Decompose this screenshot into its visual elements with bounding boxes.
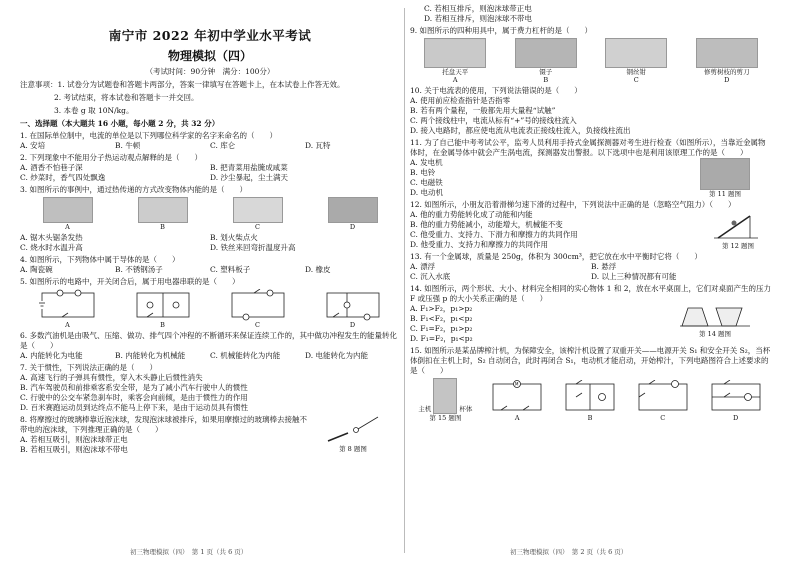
q5-circuit-b: B <box>133 289 193 329</box>
q9-figure-c: 钢丝钳 C <box>605 38 667 84</box>
question-15 <box>410 346 772 422</box>
option: C. 沉入水底 <box>410 272 451 281</box>
question-stem: 10. 关于电流表的使用，下列说法错误的是（ ） <box>410 86 582 95</box>
option: D. 百米赛跑运动员到达终点不能马上停下来，是由于运动员具有惯性 <box>20 403 249 412</box>
page-footer-left: 初三物理模拟（四） 第 1 页（共 6 页） <box>130 548 248 556</box>
option: C. 电磁铁 <box>410 178 443 187</box>
svg-text:M: M <box>515 381 519 387</box>
metal-detector-photo <box>700 158 750 190</box>
option: B. 他的重力势能减小，动能增大，机械能不变 <box>410 220 563 229</box>
option: B. 电铃 <box>410 168 436 177</box>
slide-figure <box>710 210 766 242</box>
question-12 <box>410 200 772 250</box>
q5-circuit-d: D <box>323 289 383 329</box>
balance-photo <box>424 38 486 68</box>
q5-circuit-c: C <box>228 289 288 329</box>
question-stem: 15. 如图所示是某品牌榨汁机，为保障安全，该榨汁机设置了双重开关——电源开关 S₁ 和安全开关 S₂，当杯体倒扣在主机上时，S₂ 自动闭合，此时再闭合 S₁，电动机才能启动，开始榨汁，下列电路图符合上述要求的是（ ） <box>410 346 771 375</box>
option: A. 锯木头锯条发热 <box>20 233 83 242</box>
match-photo <box>138 197 188 223</box>
figure-caption: 第 8 题图 <box>339 445 367 453</box>
glass-rod-figure <box>318 415 388 445</box>
option: A. 陶瓷碗 <box>20 265 53 274</box>
question-stem: 6. 多数汽油机是由吸气、压缩、做功、排气四个冲程的不断循环来保证连续工作的，其中做功冲程发生的能量转化是（ ） <box>20 331 398 350</box>
q15-circuit-b: B <box>562 380 618 422</box>
q15-circuit-c: C <box>635 380 691 422</box>
exam-info: （考试时间：90分钟 满分：100分） <box>145 67 275 76</box>
note-2: 2. 考试结束，将本试卷和答题卡一并交回。 <box>54 93 199 102</box>
option: C. 塑料板子 <box>210 265 251 274</box>
q14-figure: 第 14 题图 <box>680 304 750 344</box>
question-stem: 11. 为了自己能中考考试公平，监考人员利用手持式金属探测器对考生进行检查（如图所示），当靠近金属物体时，在金属导体中就会产生涡电流，探测器发出警报。以下选项中也是利用该原理工作的是（ ） <box>410 138 766 157</box>
option: C. 机械能转化为内能 <box>210 351 281 360</box>
option: C. 炒菜时，香气四处飘逸 <box>20 173 106 182</box>
question-stem: 12. 如图所示，小朋友沿着滑梯匀速下滑的过程中，下列说法中正确的是（忽略空气阻力）（ ） <box>410 200 736 209</box>
q15-figures <box>410 378 772 422</box>
question-stem: 14. 如图所示，两个形状、大小、材料完全相同的实心物体 1 和 2，放在水平桌面上，它们对桌面产生的压力 F 或压强 p 的大小关系正确的是（ ） <box>410 284 772 303</box>
circuit-diagram <box>708 380 764 414</box>
option: C. 若相互排斥，则泡沫球带正电 <box>424 4 532 13</box>
option: B. 若有两个量程，一般都先用大量程“试触” <box>410 106 556 115</box>
q15-circuit-d: D <box>708 380 764 422</box>
option: A. 内能转化为电能 <box>20 351 83 360</box>
option: A. 若相互吸引，则泡沫球带正电 <box>20 435 128 444</box>
option: B. 汽车驾驶员和前排乘客系安全带，是为了减小汽车行驶中人的惯性 <box>20 383 248 392</box>
option: D. 瓦特 <box>305 141 331 150</box>
option: A. 他的重力势能转化成了动能和内能 <box>410 210 533 219</box>
question-stem: 7. 关于惯性，下列说法正确的是（ ） <box>20 363 158 372</box>
left-column <box>20 0 400 561</box>
juicer-figure: 主机 杯体 第 15 题图 <box>418 378 472 422</box>
circuit-diagram <box>489 380 545 414</box>
circuit-diagram <box>323 289 383 321</box>
option: D. 橡皮 <box>305 265 331 274</box>
option: D. 以上三种情况都有可能 <box>591 272 677 281</box>
juicer-photo <box>433 378 457 414</box>
circuit-diagram <box>133 289 193 321</box>
question-stem: 2. 下列现象中不能用分子热运动观点解释的是（ ） <box>20 153 203 162</box>
option: D. 若相互排斥，则泡沫球不带电 <box>424 14 533 23</box>
option: D. 接入电路时，都应使电流从电流表正接线柱流入，负接线柱流出 <box>410 126 631 135</box>
question-1 <box>20 131 400 151</box>
question-2 <box>20 153 400 183</box>
question-stem: 9. 如图所示的四种用具中，属于费力杠杆的是（ ） <box>410 26 593 35</box>
question-8 <box>20 415 400 455</box>
right-column <box>410 0 772 561</box>
option: C. 他受重力、支持力、下滑力和摩擦力的共同作用 <box>410 230 578 239</box>
option: C. 行驶中的公交车紧急刹车时，乘客会向前倾，是由于惯性力的作用 <box>20 393 248 402</box>
option: C. 烧水时水温升高 <box>20 243 83 252</box>
option: D. 电能转化为内能 <box>305 351 369 360</box>
option: C. 库仑 <box>210 141 236 150</box>
q3-figure-d: D <box>328 197 378 231</box>
exam-title: 南宁市 2022 年初中学业水平考试 <box>108 28 312 43</box>
option: B. 划火柴点火 <box>210 233 258 242</box>
page-footer-right: 初三物理模拟（四） 第 2 页（共 6 页） <box>510 548 628 556</box>
sawing-photo <box>43 197 93 223</box>
q8-figure <box>318 415 388 455</box>
q12-figure: 第 12 题图 <box>710 210 766 250</box>
wire-photo <box>328 197 378 223</box>
question-stem: 8. 将摩擦过的玻璃棒靠近泡沫球，发现泡沫球被排斥，如果用摩擦过的玻璃棒去接触不带电的泡沫球，下列推理正确的是（ ） <box>20 415 308 434</box>
pliers-photo <box>605 38 667 68</box>
circuit-diagram <box>228 289 288 321</box>
exam-subtitle: 物理模拟（四） <box>167 49 252 63</box>
circuit-diagram <box>635 380 691 414</box>
option: A. 高速飞行的子弹具有惯性，穿入木头静止后惯性消失 <box>20 373 203 382</box>
question-14 <box>410 284 772 344</box>
question-9 <box>410 26 772 84</box>
question-stem: 4. 如图所示，下列物体中属于导体的是（ ） <box>20 255 180 264</box>
circuit-diagram <box>562 380 618 414</box>
note-1: 注意事项：1. 试卷分为试题卷和答题卡两部分，答案一律填写在答题卡上，在本试卷上作答无效。 <box>20 80 345 89</box>
option: A. 漂浮 <box>410 262 436 271</box>
question-stem: 1. 在国际单位制中，电流的单位是以下列哪位科学家的名字来命名的（ ） <box>20 131 278 140</box>
shears-photo <box>696 38 758 68</box>
question-11 <box>410 138 772 198</box>
q3-figure-a: A <box>43 197 93 231</box>
option: B. F₁<F₂，p₁<p₂ <box>410 314 473 323</box>
option: B. 不锈钢汤子 <box>115 265 163 274</box>
question-3 <box>20 185 400 253</box>
q9-figure-b: 镊子 B <box>515 38 577 84</box>
option: B. 内能转化为机械能 <box>115 351 186 360</box>
q9-figures <box>410 38 772 84</box>
option: B. 若相互吸引，则泡沫球不带电 <box>20 445 128 454</box>
kettle-photo <box>233 197 283 223</box>
frustum-figure <box>680 304 750 330</box>
question-13 <box>410 252 772 282</box>
q3-figure-b: B <box>138 197 188 231</box>
option: C. F₁=F₂，p₁>p₂ <box>410 324 473 333</box>
option: A. 安培 <box>20 141 46 150</box>
option: A. 酒香不怕巷子深 <box>20 163 83 172</box>
question-7 <box>20 363 400 413</box>
q5-circuit-a: A <box>38 289 98 329</box>
option: D. 铁丝来回弯折温度升高 <box>210 243 296 252</box>
option: A. 发电机 <box>410 158 443 167</box>
q3-figures <box>20 197 400 231</box>
question-stem: 5. 如图所示的电路中，开关闭合后，属于用电器串联的是（ ） <box>20 277 240 286</box>
option: A. F₁>F₂，p₁>p₂ <box>410 304 473 313</box>
option: D. 他受重力、支持力和摩擦力的共同作用 <box>410 240 549 249</box>
question-5 <box>20 277 400 329</box>
question-4 <box>20 255 400 275</box>
question-10 <box>410 86 772 136</box>
q15-circuit-a: M A <box>489 380 545 422</box>
q9-figure-d: 修剪树枝的剪刀 D <box>696 38 758 84</box>
question-6 <box>20 331 400 361</box>
q3-figure-c: C <box>233 197 283 231</box>
question-stem: 13. 有一个金属球，质量是 250g，体积为 300cm³，把它放在水中平衡时它将（ ） <box>410 252 702 261</box>
q5-circuits <box>20 289 400 329</box>
question-stem: 3. 如图所示的事例中，通过热传递的方式改变物体内能的是（ ） <box>20 185 248 194</box>
section-heading: 一、选择题（本大题共 16 小题，每小题 2 分，共 32 分） <box>20 119 220 128</box>
note-3: 3. 本卷 g 取 10N/kg。 <box>54 106 134 115</box>
option: B. 悬浮 <box>591 262 617 271</box>
column-divider <box>404 8 405 553</box>
q9-figure-a: 托盘天平 A <box>424 38 486 84</box>
option: D. F₁=F₂，p₁<p₂ <box>410 334 473 343</box>
option: A. 使用前应检查指针是否指零 <box>410 96 511 105</box>
option: C. 两个接线柱中，电流从标有“+”号的接线柱流入 <box>410 116 577 125</box>
tweezers-photo <box>515 38 577 68</box>
option: B. 牛顿 <box>115 141 141 150</box>
option: B. 把青菜用盐腌成咸菜 <box>210 163 288 172</box>
option: D. 电动机 <box>410 188 444 197</box>
circuit-diagram <box>38 289 98 321</box>
option: D. 沙尘暴起，尘土满天 <box>210 173 289 182</box>
q11-figure: 第 11 题图 <box>700 158 750 198</box>
